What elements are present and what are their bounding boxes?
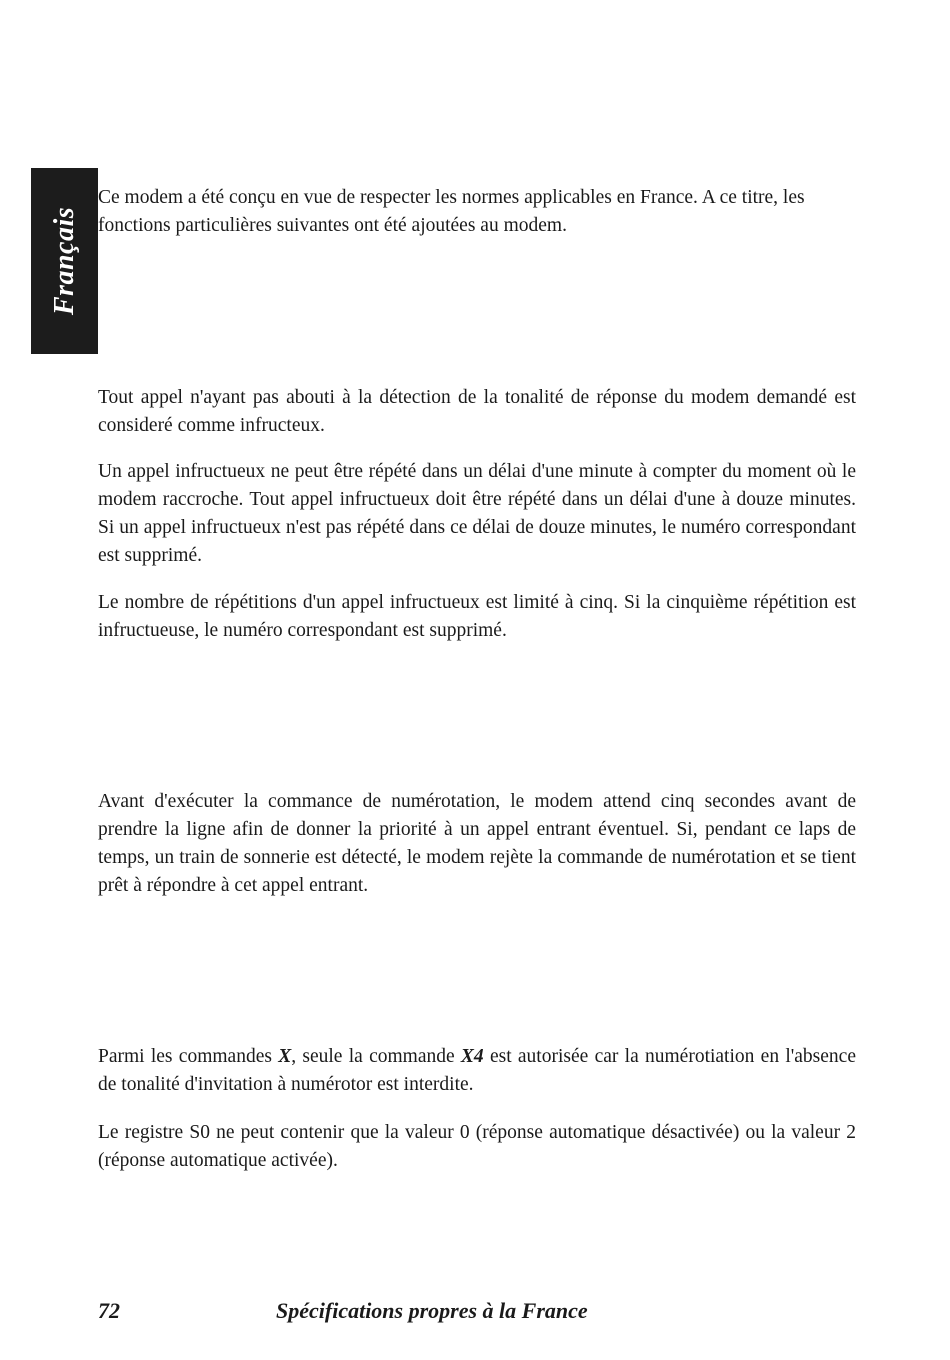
footer-title: Spécifications propres à la France — [276, 1298, 588, 1323]
page-number: 72 — [98, 1298, 120, 1323]
x-command-text-2: , seule la commande — [291, 1046, 461, 1067]
s0-register-paragraph: Le registre S0 ne peut contenir que la valeur 0 (réponse automatique désactivée) ou la valeur 2 (réponse automatique activée). — [98, 1122, 856, 1171]
language-tab-label: Français — [48, 206, 80, 316]
x-command-name: X — [278, 1046, 292, 1067]
x-command-text-3: est autorisée car la numérotiation en l'absence de tonalité d'invitation à numérotor est interdite. — [98, 1046, 856, 1095]
language-side-tab — [31, 168, 98, 354]
redial-limit-paragraph: Le nombre de répétitions d'un appel infructueux est limité à cinq. Si la cinquième répétition est infructueuse, le numéro correspondant est supprimé. — [98, 592, 856, 641]
intro-paragraph: Ce modem a été conçu en vue de respecter les normes applicables en France. A ce titre, les fonctions particulières suivantes ont été ajoutées au modem. — [98, 187, 805, 236]
x-command-paragraph — [98, 1043, 856, 1099]
redial-delay-paragraph: Un appel infructueux ne peut être répété dans un délai d'une minute à compter du moment où le modem raccroche. Tout appel infructueux doit être répété dans un délai d'une à douze minutes. Si un appel infructueux n'est pas répété dans ce délai de douze minutes, le numéro correspondant est supprimé. — [98, 461, 856, 566]
dial-wait-paragraph: Avant d'exécuter la commance de numérotation, le modem attend cinq secondes avant de prendre la ligne afin de donner la priorité à un appel entrant éventuel. Si, pendant ce laps de temps, un train de sonnerie est détecté, le modem rejète la commande de numérotation et se tient prêt à répondre à cet appel entrant. — [98, 791, 856, 896]
unsuccessful-call-definition: Tout appel n'ayant pas abouti à la détection de la tonalité de réponse du modem demandé est consideré comme infructeux. — [98, 387, 856, 436]
x-command-text-1: Parmi les commandes — [98, 1046, 279, 1067]
x4-command-name: X4 — [460, 1046, 484, 1067]
